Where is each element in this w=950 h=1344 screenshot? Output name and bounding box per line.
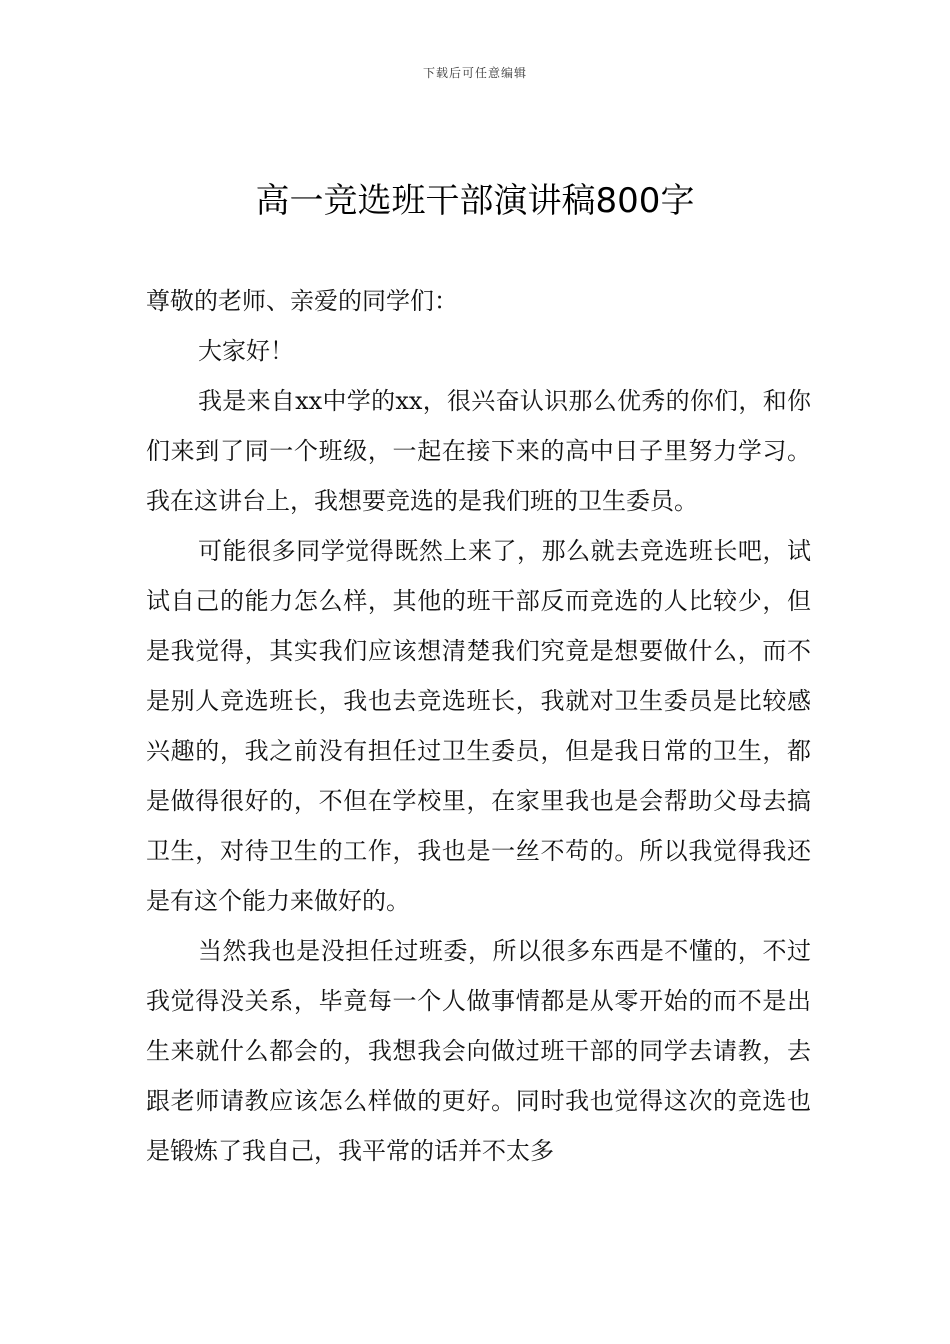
paragraph-commitment: 当然我也是没担任过班委，所以很多东西是不懂的，不过我觉得没关系，毕竟每一个人做事情都是从零开始的而不是出生来就什么都会的，我想我会向做过班干部的同学去请教，去跟老师请教应该怎么样做的更好。同时我也觉得这次的竞选也是锻炼了我自己，我平常的话并不太多 <box>146 937 811 1165</box>
paragraph-intro: 我是来自xx中学的xx，很兴奋认识那么优秀的你们，和你们来到了同一个班级，一起在接下来的高中日子里努力学习。我在这讲台上，我想要竞选的是我们班的卫生委员。 <box>146 387 811 515</box>
paragraph-greeting: 大家好！ <box>198 337 294 365</box>
paragraph-motivation: 可能很多同学觉得既然上来了，那么就去竞选班长吧，试试自己的能力怎么样，其他的班干部反而竞选的人比较少，但是我觉得，其实我们应该想清楚我们究竟是想要做什么，而不是别人竞选班长，我也去竞选班长，我就对卫生委员是比较感兴趣的，我之前没有担任过卫生委员，但是我日常的卫生，都是做得很好的，不但在学校里，在家里我也是会帮助父母去搞卫生，对待卫生的工作，我也是一丝不苟的。所以我觉得我还是有这个能力来做好的。 <box>146 537 811 915</box>
salutation: 尊敬的老师、亲爱的同学们： <box>146 287 458 315</box>
document-title: 高一竞选班干部演讲稿800字 <box>255 181 695 221</box>
document-body <box>146 276 811 1176</box>
header-note: 下载后可任意编辑 <box>422 66 527 80</box>
